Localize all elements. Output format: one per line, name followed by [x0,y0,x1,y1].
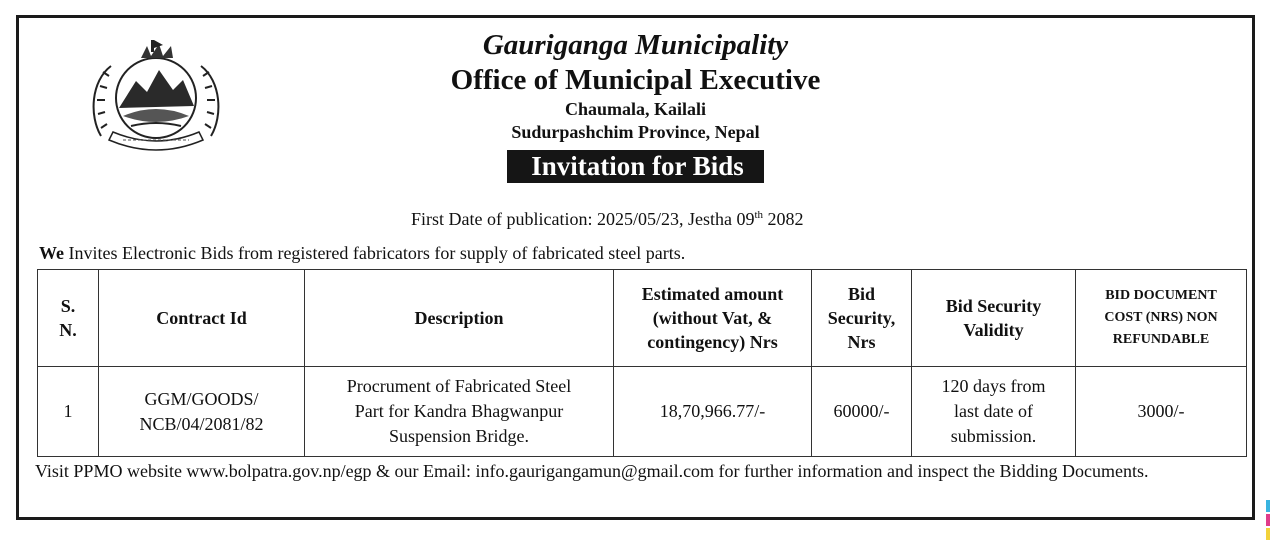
edge-color-mark [1266,500,1270,540]
municipality-name: Gauriganga Municipality [482,29,789,61]
table-header-row [38,270,1247,367]
intro-statement [39,242,685,264]
publication-date-prefix: First Date of publication: 2025/05/23, Jestha 09 [411,209,755,229]
office-name: Office of Municipal Executive [450,64,821,96]
header-security-validity: Bid Security Validity [912,270,1076,367]
header-document-cost: BID DOCUMENT COST (NRS) NON REFUNDABLE [1076,270,1247,367]
bid-table [37,269,1247,457]
cell-sn: 1 [38,367,99,457]
cell-estimated-amount: 18,70,966.77/- [614,367,812,457]
table-row [38,367,1247,457]
header-sn: S. N. [38,270,99,367]
cell-bid-security: 60000/- [812,367,912,457]
intro-rest: Invites Electronic Bids from registered fabricators for supply of fabricated steel parts. [64,243,686,263]
cell-document-cost: 3000/- [1076,367,1247,457]
header-estimated-amount: Estimated amount (without Vat, & contingency) Nrs [614,270,812,367]
notice-title: Invitation for Bids [507,150,764,183]
bid-notice [16,15,1255,520]
notice-header [19,28,1252,183]
publication-date-ordinal: th [754,209,764,221]
cell-contract-id: GGM/GOODS/ NCB/04/2081/82 [99,367,305,457]
header-contract-id: Contract Id [99,270,305,367]
footer-instructions: Visit PPMO website www.bolpatra.gov.np/egp & our Email: info.gaurigangamun@gmail.com for further information and inspect the Bidding Documents. [35,461,1149,481]
address-line-1: Chaumala, Kailali [564,99,707,119]
header-description: Description [305,270,614,367]
cell-description: Procrument of Fabricated Steel Part for Kandra Bhagwanpur Suspension Bridge. [305,367,614,457]
intro-lead: We [39,243,64,263]
header-bid-security: Bid Security, Nrs [812,270,912,367]
publication-date [411,208,804,230]
publication-date-year: 2082 [763,209,804,229]
cell-security-validity: 120 days from last date of submission. [912,367,1076,457]
address-line-2: Sudurpashchim Province, Nepal [511,122,760,142]
